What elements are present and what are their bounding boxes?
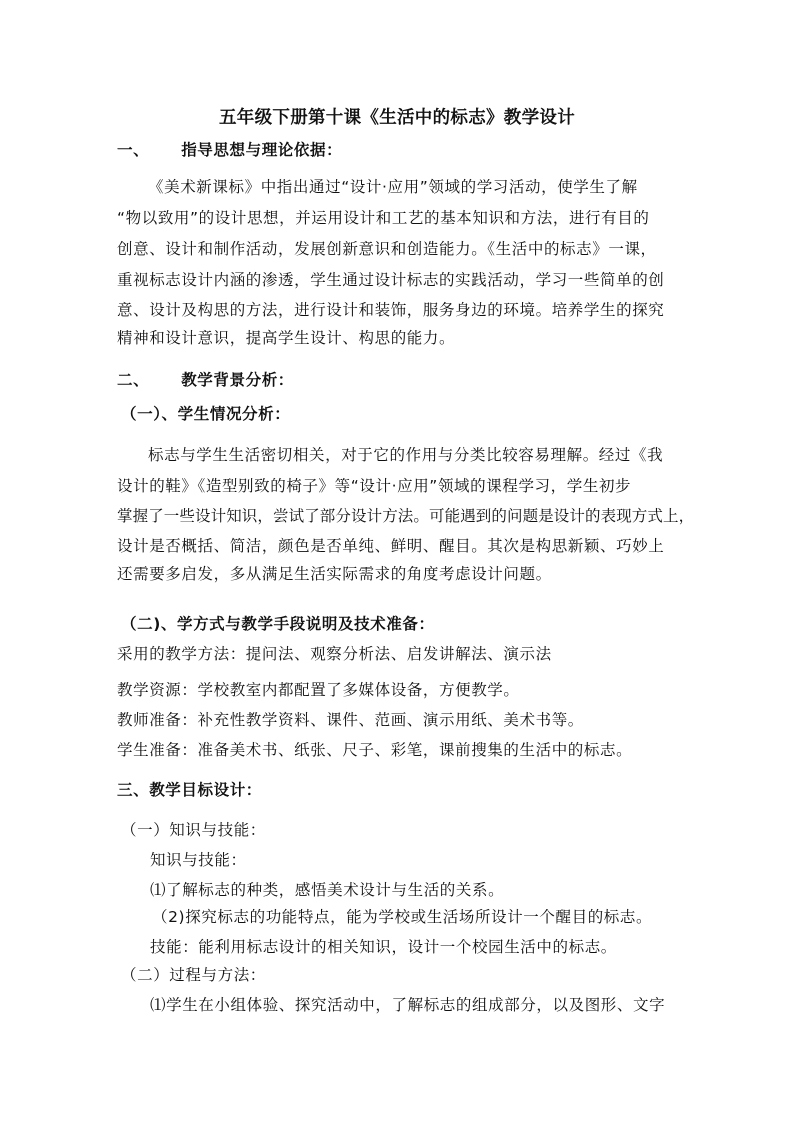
objective-line: （2)探究标志的功能特点，能为学校或生活场所设计一个醒目的标志。 <box>152 908 653 926</box>
objective-line: ⑴学生在小组体验、探究活动中，了解标志的组成部分，以及图形、文字 <box>150 996 666 1014</box>
section-1-para-line: 创意、设计和制作活动，发展创新意识和创造能力。《生活中的标志》一课， <box>117 240 657 258</box>
objective-line: ⑴了解标志的种类，感悟美术设计与生活的关系。 <box>150 881 505 899</box>
teaching-methods-line: 采用的教学方法：提问法、观察分析法、启发讲解法、演示法 <box>117 645 552 663</box>
section-1-para-line: 重视标志设计内涵的渗透，学生通过设计标志的实践活动，学习一些简单的创 <box>117 271 665 289</box>
objective-line: 技能：能利用标志设计的相关知识，设计一个校园生活中的标志。 <box>150 938 617 956</box>
section-2-heading <box>117 370 294 390</box>
section-2-number: 二、 <box>117 371 150 389</box>
student-prep-line: 学生准备：准备美术书、纸张、尺子、彩笔，课前搜集的生活中的标志。 <box>117 741 633 759</box>
section-1-para-line: “物以致用”的设计思想，并运用设计和工艺的基本知识和方法，进行有目的 <box>117 209 650 227</box>
section-1-para-line: 精神和设计意识，提高学生设计、构思的能力。 <box>117 329 456 347</box>
section-2-title: 教学背景分析： <box>181 371 294 389</box>
subsection-2-1-heading: （一）、学生情况分析： <box>121 405 291 423</box>
subsection-3-2-heading: （二）过程与方法： <box>121 966 266 984</box>
subsection-2-1-para-line: 掌握了一些设计知识，尝试了部分设计方法。可能遇到的问题是设计的表现方式上， <box>117 507 695 525</box>
objective-line: 知识与技能： <box>150 851 247 869</box>
section-1-number: 一、 <box>117 141 150 159</box>
teaching-resources-line: 教学资源：学校教室内都配置了多媒体设备，方便教学。 <box>117 681 520 699</box>
document-title: 五年级下册第十课《生活中的标志》教学设计 <box>219 108 575 128</box>
teacher-prep-line: 教师准备：补充性教学资料、课件、范画、演示用纸、美术书等。 <box>117 711 584 729</box>
subsection-2-1-para-line: 标志与学生生活密切相关，对于它的作用与分类比较容易理解。经过《我 <box>148 446 664 464</box>
subsection-2-1-para-line: 设计的鞋》《造型别致的椅子》等“设计·应用”领域的课程学习，学生初步 <box>117 477 632 495</box>
subsection-2-2-heading: （二)、学方式与教学手段说明及技术准备： <box>121 615 435 633</box>
section-3-heading: 三、教学目标设计： <box>117 781 262 799</box>
subsection-2-1-para-line: 还需要多启发，多从满足生活实际需求的角度考虑设计问题。 <box>117 565 552 583</box>
section-1-heading <box>117 140 342 160</box>
section-1-title: 指导思想与理论依据： <box>181 141 343 159</box>
subsection-3-1-heading: （一）知识与技能： <box>121 821 266 839</box>
subsection-2-1-para-line: 设计是否概括、简洁，颜色是否单纯、鲜明、醒目。其次是构思新颖、巧妙上 <box>117 537 665 555</box>
section-1-para-line: 《美术新课标》中指出通过“设计·应用”领域的学习活动，使学生了解 <box>148 178 638 196</box>
section-1-para-line: 意、设计及构思的方法，进行设计和装饰，服务身边的环境。培养学生的探究 <box>117 301 665 319</box>
